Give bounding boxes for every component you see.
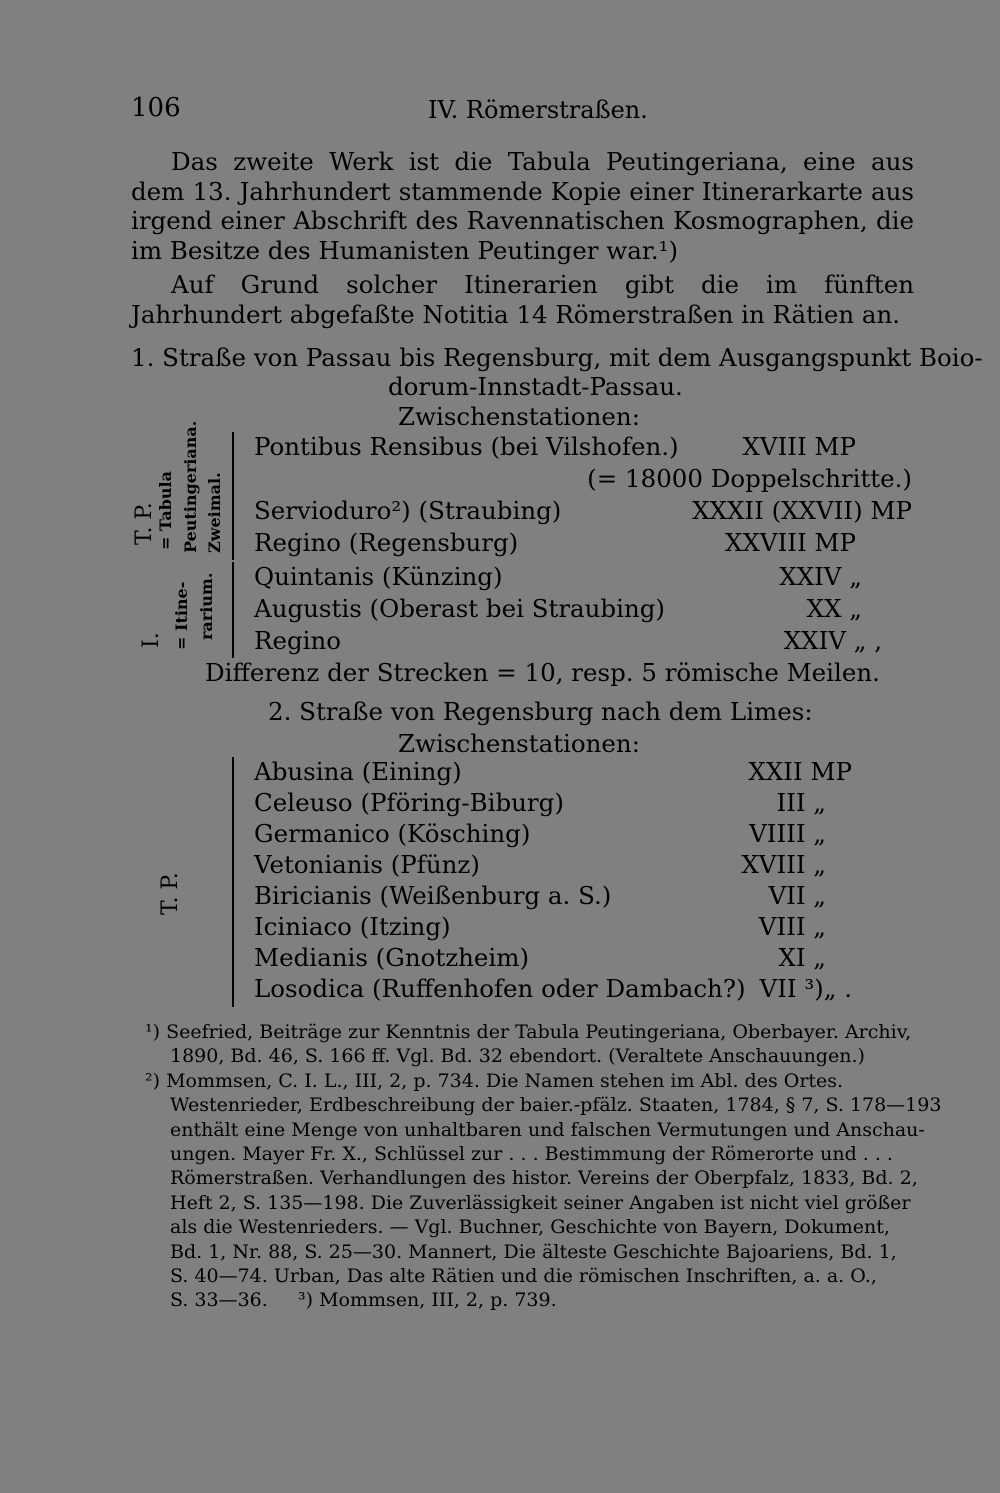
footnote-line: ungen. Mayer Fr. X., Schlüssel zur . . . Bestimmung der Römerorte und . . . xyxy=(170,1143,893,1166)
route-1-tp-note-1: = Tabula xyxy=(156,471,175,550)
route-1-tp-note-2: Peutingeriana. xyxy=(181,420,200,553)
station-row xyxy=(254,819,852,850)
station-distance: XXVIII MP xyxy=(725,528,856,557)
footnote-line: S. 33—36. ³) Mommsen, III, 2, p. 739. xyxy=(170,1289,557,1312)
footnote-line: Westenrieder, Erdbeschreibung der baier.-pfälz. Staaten, 1784, § 7, S. 178—193 xyxy=(170,1094,942,1117)
station-row xyxy=(254,757,852,788)
station-distance: (= 18000 Doppelschritte.) xyxy=(587,464,912,493)
route-2-label: T. P. xyxy=(158,872,183,915)
footnote-line: Heft 2, S. 135—198. Die Zuverlässigkeit seiner Angaben ist nicht viel größer xyxy=(170,1191,911,1214)
footnote-line: Römerstraßen. Verhandlungen des histor. Vereins der Oberpfalz, 1833, Bd. 2, xyxy=(170,1167,918,1190)
station-name: Celeuso (Pföring-Biburg) xyxy=(254,788,564,817)
station-distance: VIIII „ xyxy=(749,819,826,848)
station-distance: III „ xyxy=(776,788,826,817)
station-distance: XI „ xyxy=(778,943,826,972)
station-row xyxy=(254,788,852,819)
station-name: Iciniaco (Itzing) xyxy=(254,912,451,941)
station-distance: XVIII MP xyxy=(742,432,856,461)
route-1-it-note-2: rarium. xyxy=(197,572,216,640)
route-1-title-cont: dorum-Innstadt-Passau. xyxy=(388,372,683,401)
station-distance: XXXII (XXVII) MP xyxy=(692,496,912,525)
station-name: Regino xyxy=(254,626,341,655)
footnote-line: enthält eine Menge von unhaltbaren und falschen Vermutungen und Anschau- xyxy=(170,1118,925,1141)
station-row xyxy=(254,594,882,625)
route-1-it-note-1: = Itine- xyxy=(172,581,191,650)
route-1-it-label: I. xyxy=(139,632,164,648)
station-row xyxy=(254,850,852,881)
paragraph-1: Das zweite Werk ist die Tabula Peutingeriana, eine aus dem 13. Jahrhundert stammende Kopie einer Itinerarkarte aus irgend einer Abschrift des Ravennatischen Kosmographen, die im Besitze des Humanisten Peutinger war.¹) xyxy=(131,147,914,265)
route-1-tp-note-3: Zweimal. xyxy=(205,472,224,553)
station-row xyxy=(254,974,852,1005)
station-name: Pontibus Rensibus (bei Vilshofen.) xyxy=(254,432,679,461)
station-row xyxy=(254,626,882,657)
station-row xyxy=(254,432,912,463)
station-row xyxy=(254,464,912,495)
footnote-line: ¹) Seefried, Beiträge zur Kenntnis der Tabula Peutingeriana, Oberbayer. Archiv, xyxy=(145,1021,912,1043)
station-name: Quintanis (Künzing) xyxy=(254,562,503,591)
brace xyxy=(232,757,244,1007)
footnote-line: als die Westenrieders. — Vgl. Buchner, Geschichte von Bayern, Dokument, xyxy=(170,1216,890,1239)
route-1-subheading: Zwischenstationen: xyxy=(398,402,640,431)
station-distance: XXIV „ xyxy=(779,562,862,591)
station-name: Vetonianis (Pfünz) xyxy=(254,850,480,879)
station-name: Germanico (Kösching) xyxy=(254,819,531,848)
station-name: Regino (Regensburg) xyxy=(254,528,519,557)
route-2-subheading: Zwischenstationen: xyxy=(398,729,640,758)
footnotes xyxy=(145,1020,942,1313)
station-row xyxy=(254,881,852,912)
brace xyxy=(232,562,244,658)
footnote-line: 1890, Bd. 46, S. 166 ff. Vgl. Bd. 32 ebendort. (Veraltete Anschauungen.) xyxy=(170,1045,865,1068)
station-name: Medianis (Gnotzheim) xyxy=(254,943,530,972)
footnote-line: ²) Mommsen, C. I. L., III, 2, p. 734. Die Namen stehen im Abl. des Ortes. xyxy=(145,1069,844,1092)
page-number: 106 xyxy=(131,93,181,123)
route-1-tp-label: T. P. xyxy=(132,502,157,545)
station-row xyxy=(254,496,912,527)
route-1-difference: Differenz der Strecken = 10, resp. 5 römische Meilen. xyxy=(205,658,880,687)
route-2-group xyxy=(232,757,852,1007)
station-name: Servioduro²) (Straubing) xyxy=(254,496,562,525)
route-1-tp-group xyxy=(232,432,912,560)
running-header: IV. Römerstraßen. xyxy=(428,96,648,124)
station-name: Augustis (Oberast bei Straubing) xyxy=(254,594,665,623)
route-1-title: 1. Straße von Passau bis Regensburg, mit dem Ausgangspunkt Boio- xyxy=(131,343,983,372)
footnote-line: Bd. 1, Nr. 88, S. 25—30. Mannert, Die älteste Geschichte Bajoariens, Bd. 1, xyxy=(170,1240,897,1263)
station-distance: XX „ xyxy=(806,594,862,623)
route-2-title: 2. Straße von Regensburg nach dem Limes: xyxy=(268,697,813,726)
station-distance: VII ³)„ . xyxy=(759,974,852,1003)
footnote-line: S. 40—74. Urban, Das alte Rätien und die römischen Inschriften, a. a. O., xyxy=(170,1265,877,1288)
station-distance: XXII MP xyxy=(748,757,852,786)
brace xyxy=(232,432,244,560)
station-distance: VIII „ xyxy=(758,912,826,941)
station-distance: XVIII „ xyxy=(741,850,826,879)
station-row xyxy=(254,943,852,974)
route-1-itinerarium-group xyxy=(232,562,882,658)
station-name: Abusina (Eining) xyxy=(254,757,462,786)
station-row xyxy=(254,912,852,943)
station-name: Losodica (Ruffenhofen oder Dambach?) xyxy=(254,974,746,1003)
station-distance: XXIV „ , xyxy=(783,626,882,655)
station-row xyxy=(254,562,882,593)
station-row xyxy=(254,528,912,559)
station-distance: VII „ xyxy=(768,881,826,910)
paragraph-2: Auf Grund solcher Itinerarien gibt die im fünften Jahrhundert abgefaßte Notitia 14 Römerstraßen in Rätien an. xyxy=(131,270,914,329)
station-name: Biricianis (Weißenburg a. S.) xyxy=(254,881,612,910)
